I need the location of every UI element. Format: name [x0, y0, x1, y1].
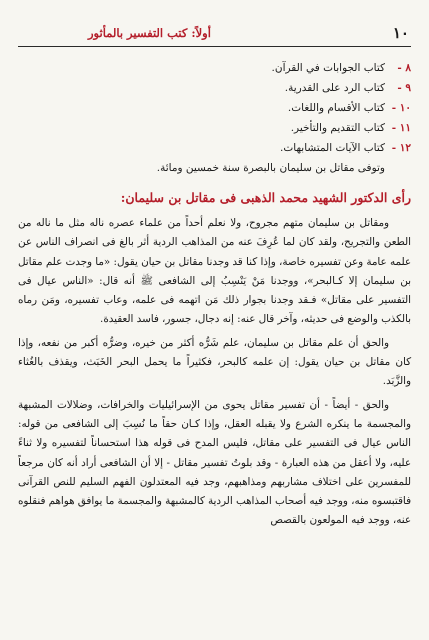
page-body: [18, 58, 411, 531]
page-header: [18, 24, 411, 47]
paragraph: والحق - أيضاً - أن تفسير مقاتل يحوى من الإسرائيليات والخرافات، وضلالات المشبهة والمجسمة ما ينكره الشرع ولا يقبله العقل، وإذا كـان حقاً ما نُسِبَ إلى الشافعى من قوله: الناس عيال فى التفسير على مقاتل، فليس المدح فى قوله هذا استحساناً لتفسيره ولا ثناءً عليه، ولا أعقل من هذه العبارة - وقد بلوتُ تفسير مقاتل - إلا أن الشافعى أراد أنه كان مرجعاً للمفسرين على اختلاف مشاربهم ومذاهبهم، وجد فيه المعتدلون الفهم السليم للنص القرآنى فاقتبسوه منه، ووجد فيه أصحاب المذاهب الردية كالمشبهة والمجسمة ما يوافق هواهم فنقلوه عنه، ووجد فيه المولعون بالقصص: [18, 398, 411, 527]
list-item-label: كتاب الأقسام واللغات.: [287, 102, 385, 114]
book-list: [18, 58, 411, 158]
list-item-number: ١٠ -: [391, 102, 411, 114]
paragraph: والحق أن علم مقاتل بن سليمان، علم شَرُّه أكثر من خيره، وضرُّه أكبر من نفعه، وإذا كان مقاتل بن حيان يقول: إن علمه كالبحر، فكثيراً ما يحمل البحر الخَبَث، ويقذف بالغُثاء والزَّبَد.: [18, 336, 411, 388]
list-item-number: ٩ -: [397, 82, 411, 94]
list-item: [18, 118, 411, 138]
list-item-number: ١٢ -: [391, 142, 411, 154]
paragraph: ومقاتل بن سليمان متهم مجروح، ولا نعلم أحداً من علماء عصره ناله مثل ما ناله من الطعن والتجريح، ولقد كان لما عُرِفَ عنه من المذاهب الردية أثر بالغ فى انصراف الناس عن علمه عامة وعن تفسيره خاصة، وإذا كنا قد وجدنا مقاتل بن حيان يقول: «ما وجدت علم مقاتل بن سليمان إلا كـالبحر»، ووجدنا مَنْ يَنْسِبُ إلى الشافعى ﷺ أنه قال: «الناس عيال فى التفسير على مقاتل» فـقد وجدنا بجوار ذلك مَن اتهمه فى علمه، وعاب تفسيره، ومَن رماه بالكذب والوضع فى حديثه، وآخر قال عنه: إنه دجال، جسور، فاسد العقيدة.: [18, 217, 411, 326]
list-item: [18, 58, 411, 78]
section-heading: رأى الدكتور الشهيد محمد الذهبى فى مقاتل بن سليمان:: [120, 190, 411, 205]
list-item-label: كتاب الآيات المتشابهات.: [280, 142, 385, 154]
list-item-label: كتاب الرد على القدرية.: [284, 82, 385, 94]
list-item-number: ١١ -: [391, 122, 411, 134]
list-item: [18, 78, 411, 98]
list-item-label: كتاب الجوابات في القرآن.: [271, 62, 385, 74]
list-item-number: ٨ -: [397, 62, 411, 74]
page-number: ١٠: [392, 24, 409, 42]
list-item-label: كتاب التقديم والتأخير.: [290, 122, 385, 134]
list-item: [18, 98, 411, 118]
running-title: أولاً: كتب التفسير بالمأثور: [88, 26, 211, 40]
list-item: [18, 138, 411, 158]
death-note: وتوفى مقاتل بن سليمان بالبصرة سنة خمسين ومائة.: [156, 162, 385, 174]
